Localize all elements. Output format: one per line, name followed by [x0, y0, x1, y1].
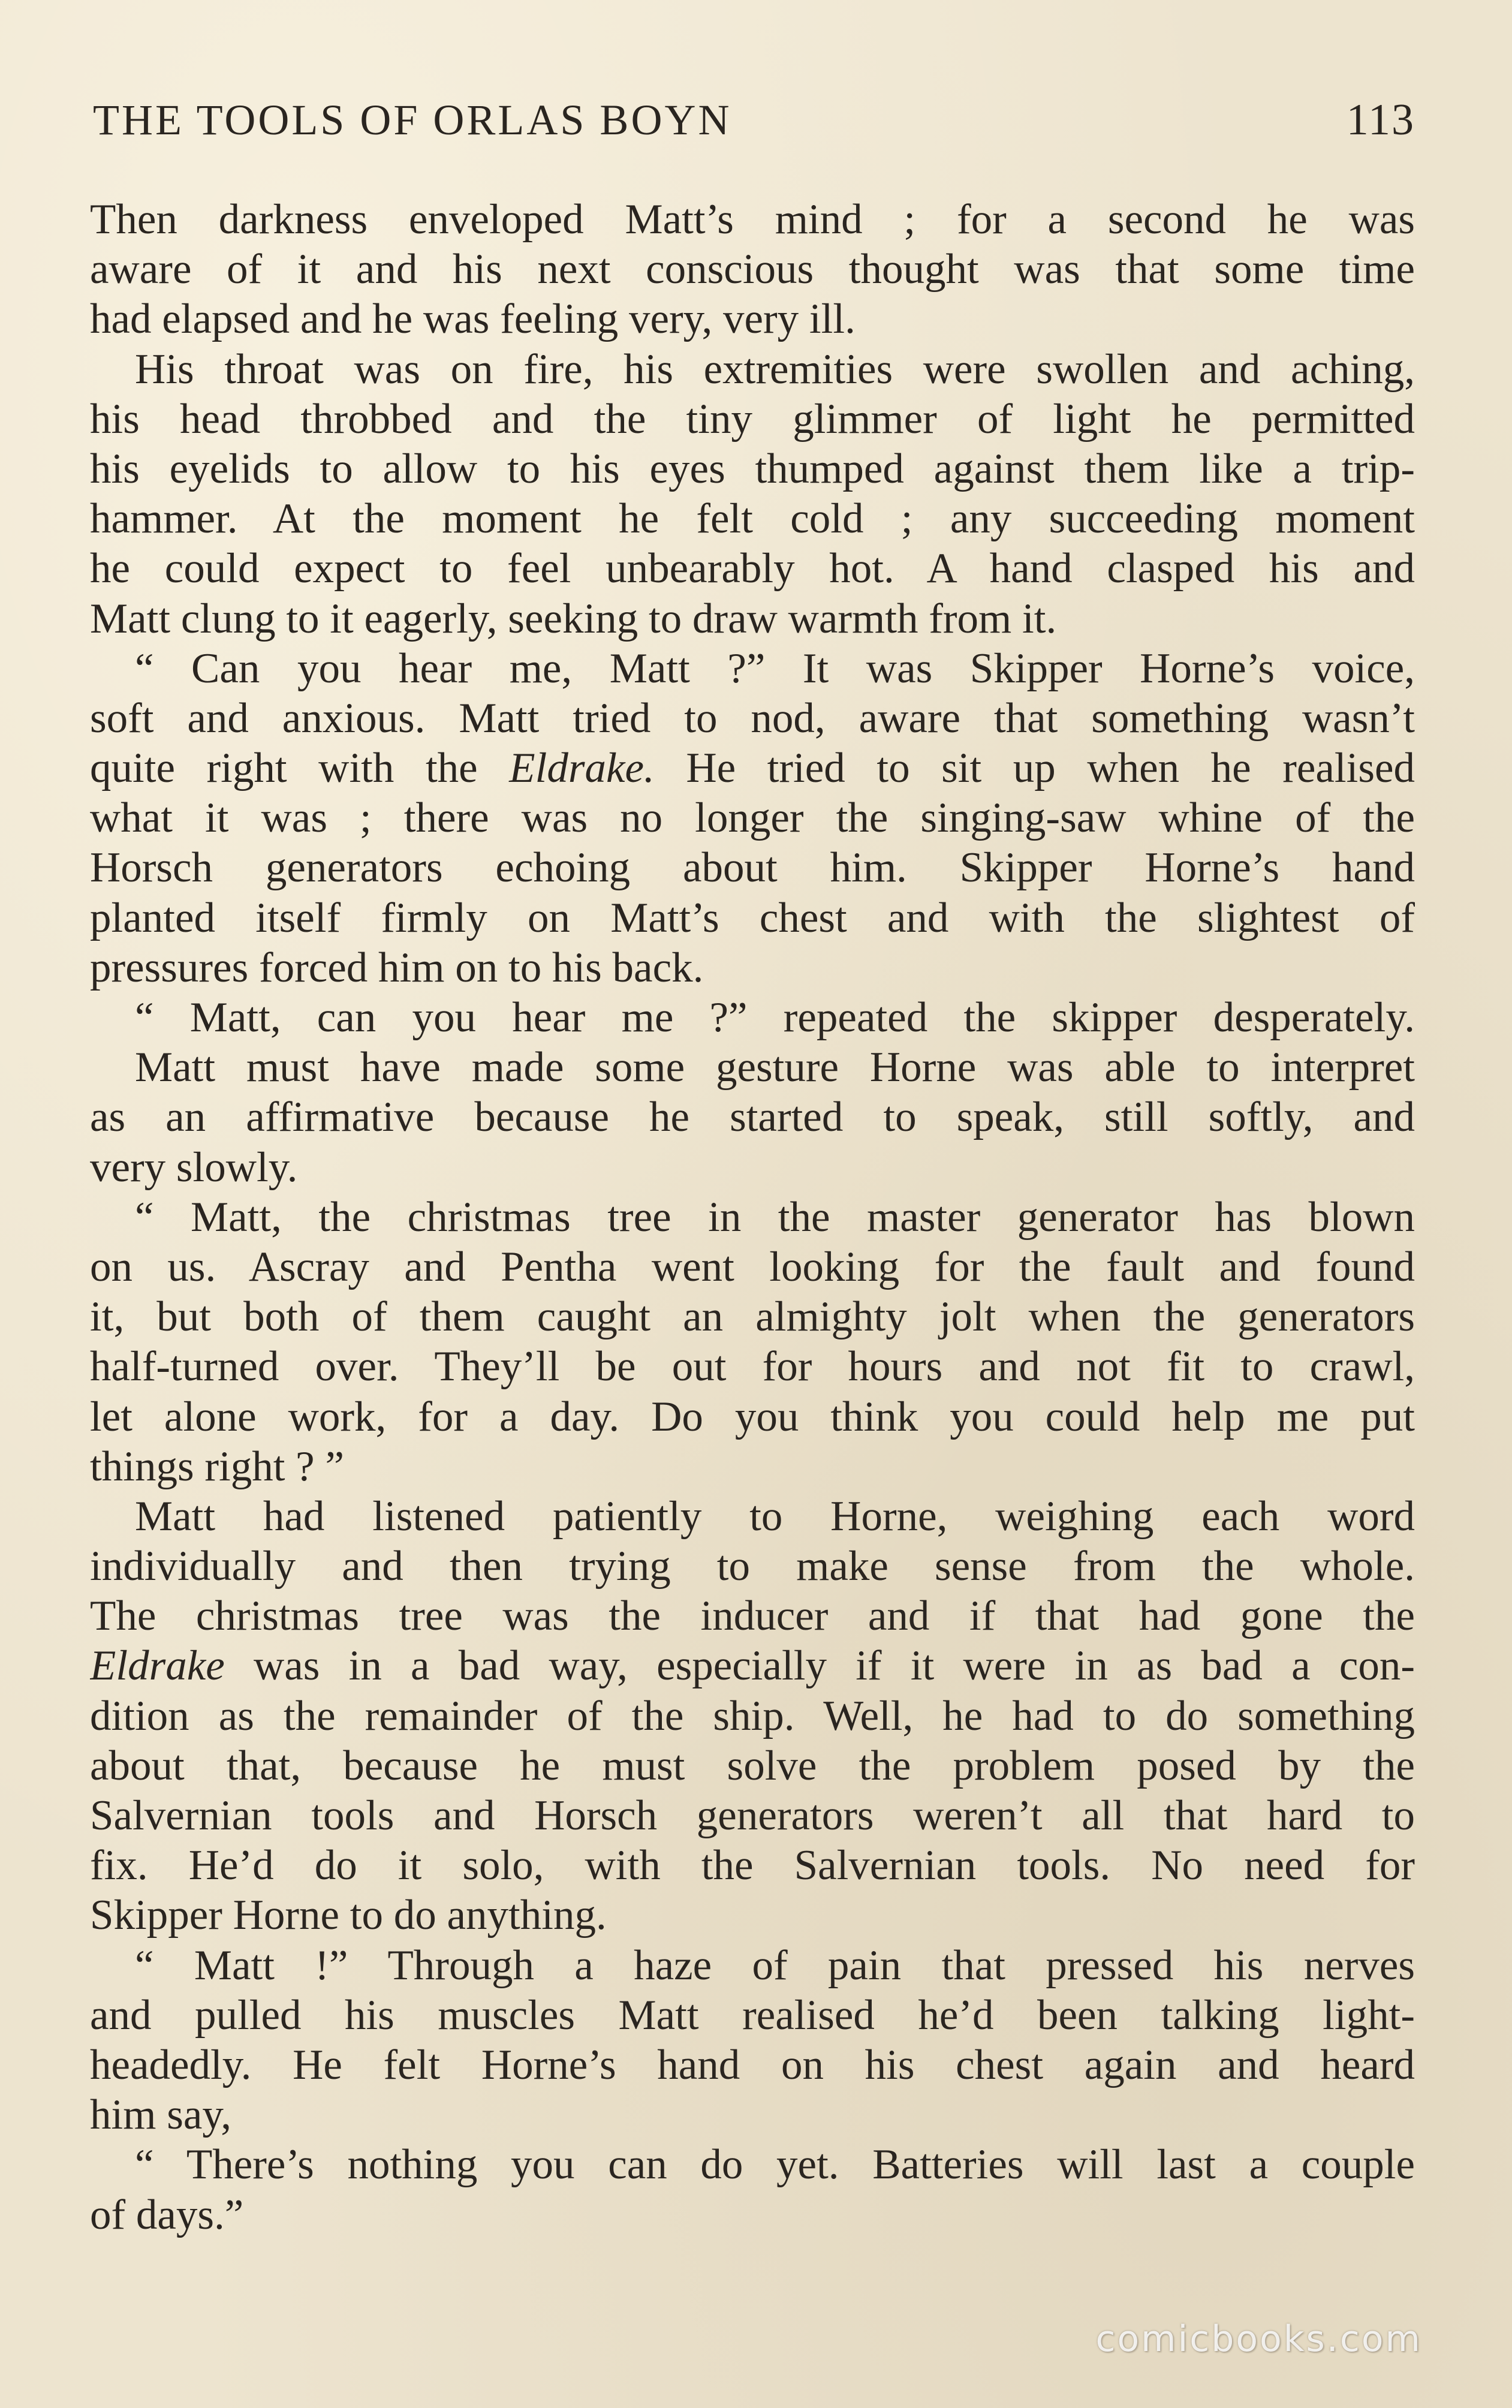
text-line: his head throbbed and the tiny glimmer of light he permitted: [90, 395, 1415, 443]
text-line: dition as the remainder of the ship. Well, he had to do something: [90, 1692, 1415, 1739]
text-line: his eyelids to allow to his eyes thumped against them like a trip-: [90, 445, 1415, 492]
text-line: headedly. He felt Horne’s hand on his chest again and heard: [90, 2041, 1415, 2088]
text-line: planted itself firmly on Matt’s chest and with the slightest of: [90, 894, 1415, 941]
text-line: on us. Ascray and Pentha went looking for the fault and found: [90, 1243, 1415, 1290]
text-line: individually and then trying to make sense from the whole.: [90, 1543, 1415, 1590]
ship-name-italic: Eldrake.: [509, 745, 655, 792]
running-head: [90, 90, 1415, 150]
text-line: Matt must have made some gesture Horne was able to interpret: [135, 1044, 1415, 1091]
text-line: “ Can you hear me, Matt ?” It was Skipper Horne’s voice,: [135, 645, 1415, 692]
text-line: had elapsed and he was feeling very, very ill.: [90, 296, 856, 343]
text-line: Then darkness enveloped Matt’s mind ; for a second he was: [90, 196, 1415, 243]
text-segment: was in a bad way, especially if it were in as bad a con-: [224, 1642, 1415, 1690]
text-line: he could expect to feel unbearably hot. A hand clasped his and: [90, 545, 1415, 592]
running-head-title: THE TOOLS OF ORLAS BOYN: [93, 96, 732, 144]
book-page: [90, 0, 1415, 2408]
text-line: Matt clung to it eagerly, seeking to draw warmth from it.: [90, 595, 1057, 642]
text-line: “ Matt, can you hear me ?” repeated the skipper desperately.: [135, 994, 1415, 1041]
text-line: it, but both of them caught an almighty jolt when the generators: [90, 1293, 1415, 1341]
text-line: Salvernian tools and Horsch generators weren’t all that hard to: [90, 1792, 1415, 1839]
text-line: Matt had listened patiently to Horne, weighing each word: [135, 1492, 1415, 1540]
text-line: [90, 744, 1415, 793]
text-line: His throat was on fire, his extremities were swollen and aching,: [135, 345, 1415, 393]
text-line: “ Matt !” Through a haze of pain that pressed his nerves: [135, 1942, 1415, 1989]
text-line: let alone work, for a day. Do you think you could help me put: [90, 1393, 1415, 1440]
text-line: what it was ; there was no longer the singing-saw whine of the: [90, 794, 1415, 842]
text-line: fix. He’d do it solo, with the Salvernian tools. No need for: [90, 1842, 1415, 1889]
text-line: him say,: [90, 2091, 231, 2139]
text-line: and pulled his muscles Matt realised he’d been talking light-: [90, 1991, 1415, 2039]
text-line: aware of it and his next conscious thought was that some time: [90, 246, 1415, 293]
page-number: 113: [1346, 95, 1415, 145]
text-line: pressures forced him on to his back.: [90, 944, 704, 991]
text-segment: He tried to sit up when he realised: [654, 745, 1415, 792]
text-line: “ Matt, the christmas tree in the master generator has blown: [135, 1193, 1415, 1241]
ship-name-italic: Eldrake: [90, 1642, 225, 1690]
text-line: as an affirmative because he started to speak, still softly, and: [90, 1094, 1415, 1141]
text-line: Horsch generators echoing about him. Skipper Horne’s hand: [90, 844, 1415, 892]
text-line: hammer. At the moment he felt cold ; any succeeding moment: [90, 495, 1415, 543]
body-text: [90, 195, 1415, 2240]
text-line: half-turned over. They’ll be out for hours and not fit to crawl,: [90, 1343, 1415, 1390]
text-line: about that, because he must solve the problem posed by the: [90, 1742, 1415, 1789]
text-line: soft and anxious. Matt tried to nod, aware that something wasn’t: [90, 694, 1415, 742]
text-line: The christmas tree was the inducer and if that had gone the: [90, 1593, 1415, 1640]
watermark: comicbooks.com: [1095, 2318, 1422, 2360]
text-line: of days.”: [90, 2191, 244, 2238]
text-line: [90, 1641, 1415, 1691]
text-line: “ There’s nothing you can do yet. Batteries will last a couple: [135, 2141, 1415, 2189]
text-line: Skipper Horne to do anything.: [90, 1892, 607, 1939]
text-line: things right ? ”: [90, 1443, 344, 1490]
text-segment: quite right with the: [90, 745, 510, 792]
text-line: very slowly.: [90, 1143, 298, 1191]
